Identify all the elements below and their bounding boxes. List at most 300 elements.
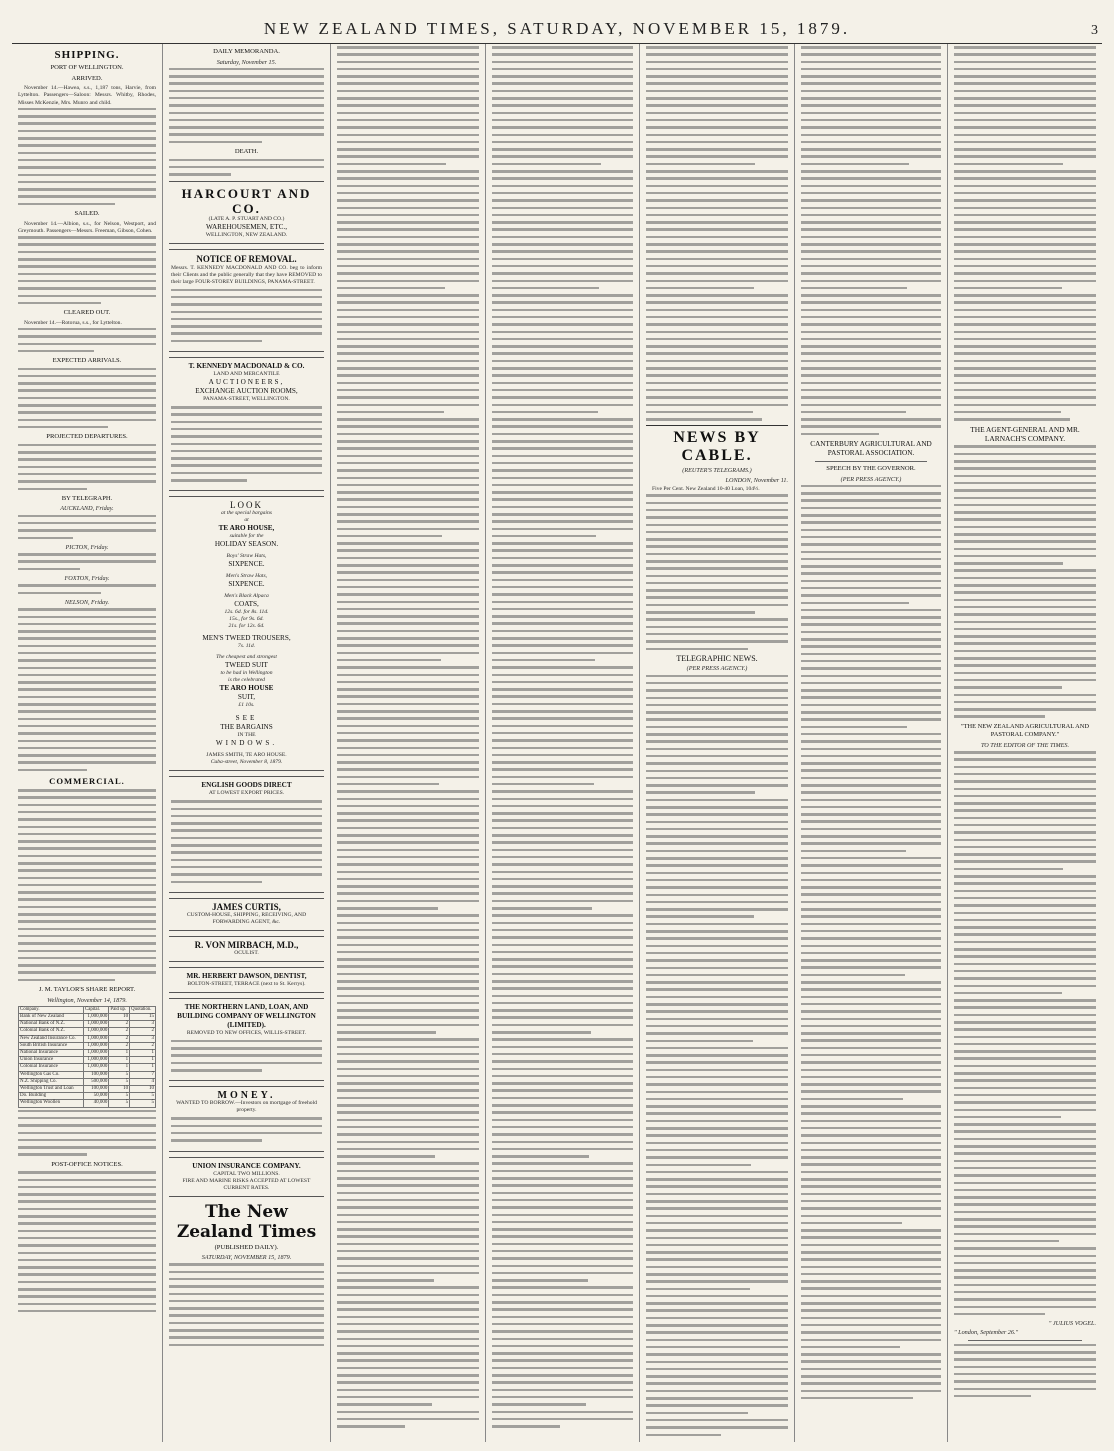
northern-land-title: THE NORTHERN LAND, LOAN, AND BUILDING COMPANY OF WELLINGTON (LIMITED). (177, 1002, 316, 1029)
text-line (954, 1218, 1096, 1221)
macdonald-title: T. KENNEDY MACDONALD & CO. (188, 362, 305, 371)
text-line (492, 280, 633, 283)
text-line (801, 1163, 941, 1166)
text-line (492, 345, 633, 348)
text-line (954, 890, 1096, 893)
text-line (337, 185, 479, 188)
text-line (801, 791, 941, 794)
text-line (801, 952, 941, 955)
filler-text (171, 289, 322, 343)
text-line (954, 1138, 1096, 1141)
union-insurance-ad (169, 1157, 324, 1197)
text-line (801, 1258, 941, 1261)
text-line (492, 61, 633, 64)
text-line (954, 467, 1096, 470)
table-row (19, 1071, 156, 1078)
macdonald-line3: EXCHANGE AUCTION ROOMS, (195, 387, 298, 396)
te-aro-line26: THE BARGAINS (220, 723, 273, 732)
text-line (492, 1060, 633, 1063)
text-line (492, 871, 633, 874)
text-line (492, 104, 633, 107)
text-line (646, 294, 788, 297)
table-cell: 1,000,000 (84, 1014, 109, 1021)
text-line (954, 686, 1062, 689)
text-line (954, 352, 1096, 355)
text-line (492, 177, 633, 180)
text-line (954, 1233, 1096, 1236)
text-line (492, 798, 633, 801)
text-line (646, 1003, 788, 1006)
text-line (954, 331, 1096, 334)
text-line (492, 360, 633, 363)
text-line (646, 879, 788, 882)
text-line (801, 872, 941, 875)
text-line (954, 758, 1096, 761)
telegraph-heading: BY TELEGRAPH. (61, 494, 113, 502)
text-line (954, 163, 1063, 166)
text-line (954, 61, 1096, 64)
text-line (801, 740, 941, 743)
text-line (337, 659, 441, 662)
text-line (337, 301, 479, 304)
table-cell: 1,000,000 (84, 1035, 109, 1042)
dawson-ad (169, 967, 324, 993)
text-line (337, 447, 479, 450)
text-line (337, 579, 479, 582)
text-line (492, 294, 633, 297)
text-line (954, 316, 1096, 319)
text-line (801, 1171, 941, 1174)
text-line (954, 1388, 1096, 1391)
text-line (954, 207, 1096, 210)
columns (12, 44, 1102, 1442)
text-line (337, 97, 479, 100)
text-line (954, 809, 1096, 812)
text-line (646, 61, 788, 64)
text-line (954, 1123, 1096, 1126)
text-line (492, 404, 633, 407)
text-line (646, 1149, 788, 1152)
text-line (337, 469, 479, 472)
text-line (801, 46, 941, 49)
text-line (646, 331, 788, 334)
text-line (337, 411, 444, 414)
text-line (337, 542, 479, 545)
share-table-header (19, 1006, 156, 1013)
text-line (492, 148, 633, 151)
text-line (646, 345, 788, 348)
text-line (954, 170, 1096, 173)
text-line (337, 717, 479, 720)
harcourt-title: HARCOURT AND CO. (181, 185, 312, 216)
text-line (646, 582, 788, 585)
sailed-heading: SAILED. (74, 210, 100, 218)
text-line (646, 689, 788, 692)
text-line (646, 404, 788, 407)
text-line (801, 718, 941, 721)
text-line (801, 367, 941, 370)
table-cell: 2 (109, 1035, 130, 1042)
telegraphic-heading: TELEGRAPHIC NEWS. (676, 653, 758, 663)
column-2 (163, 44, 331, 1442)
filler-text (18, 328, 156, 352)
text-line (492, 513, 633, 516)
text-line (492, 1352, 633, 1355)
text-line (646, 141, 788, 144)
text-line (646, 784, 788, 787)
macdonald-line4: PANAMA-STREET, WELLINGTON. (203, 396, 290, 403)
text-line (954, 272, 1096, 275)
text-line (954, 1079, 1096, 1082)
text-line (801, 514, 941, 517)
text-line (646, 959, 788, 962)
text-line (646, 740, 788, 743)
text-line (646, 126, 788, 129)
text-line (337, 287, 445, 290)
filler-text (18, 444, 156, 490)
text-line (954, 657, 1096, 660)
text-line (954, 540, 1096, 543)
text-line (337, 1411, 479, 1414)
text-line (801, 820, 941, 823)
text-line (492, 1075, 633, 1078)
text-line (646, 207, 788, 210)
text-line (492, 155, 633, 158)
text-line (337, 1104, 479, 1107)
text-line (801, 301, 941, 304)
text-line (492, 411, 598, 414)
telegraphic-sub: (PER PRESS AGENCY.) (686, 665, 748, 673)
text-line (801, 1083, 941, 1086)
text-line (801, 981, 941, 984)
text-line (801, 638, 941, 641)
text-line (801, 185, 941, 188)
text-line (646, 538, 788, 541)
text-line (801, 126, 941, 129)
text-line (337, 973, 479, 976)
text-line (646, 626, 788, 629)
text-line (801, 996, 941, 999)
text-line (492, 250, 633, 253)
sailed-text: November 14.—Albion, s.s., for Nelson, Westport, and Greymouth. Passengers—Messrs. Freeman, Gibson, Cohen. (18, 220, 156, 234)
text-line (954, 831, 1096, 834)
text-line (337, 418, 479, 421)
text-line (801, 879, 941, 882)
text-line (337, 761, 479, 764)
filler-text (18, 584, 156, 594)
text-line (337, 61, 479, 64)
text-line (646, 1346, 788, 1349)
text-line (337, 90, 479, 93)
post-office-heading: POST-OFFICE NOTICES. (51, 1160, 123, 1168)
text-line (801, 272, 941, 275)
table-row (19, 1057, 156, 1064)
table-cell: Colonial Insurance (19, 1064, 84, 1071)
text-line (801, 163, 909, 166)
text-line (492, 768, 633, 771)
text-line (954, 1043, 1096, 1046)
te-aro-line21: is the celebrated (228, 677, 265, 684)
foxton-heading: FOXTON, Friday. (64, 575, 110, 583)
picton-heading: PICTON, Friday. (65, 543, 109, 551)
text-line (801, 1098, 903, 1101)
share-col-quote: Quotation. (130, 1006, 156, 1013)
text-line (492, 914, 633, 917)
text-line (492, 374, 633, 377)
text-line (337, 1024, 479, 1027)
text-line (646, 1105, 788, 1108)
text-line (646, 1127, 788, 1130)
text-line (801, 901, 941, 904)
text-line (801, 243, 941, 246)
text-line (646, 1339, 788, 1342)
text-line (954, 250, 1096, 253)
text-line (337, 243, 479, 246)
text-line (337, 1265, 479, 1268)
text-line (954, 875, 1096, 878)
text-line (492, 652, 633, 655)
text-line (337, 608, 479, 611)
text-line (492, 1381, 633, 1384)
text-line (801, 675, 941, 678)
text-line (954, 97, 1096, 100)
text-line (954, 1014, 1096, 1017)
text-line (801, 492, 941, 495)
text-line (492, 185, 633, 188)
text-line (492, 1126, 633, 1129)
text-line (492, 987, 633, 990)
text-line (492, 265, 633, 268)
text-line (646, 974, 788, 977)
text-line (337, 1162, 479, 1165)
text-line (492, 1024, 633, 1027)
text-line (801, 141, 941, 144)
union-line1: CAPITAL TWO MILLIONS. (213, 1170, 280, 1177)
text-line (801, 1273, 941, 1276)
table-cell: 100,000 (84, 1071, 109, 1078)
text-line (492, 819, 633, 822)
text-line (646, 185, 788, 188)
table-cell: N.Z. Shipping Co. (19, 1078, 84, 1085)
text-line (646, 170, 788, 173)
text-line (646, 243, 788, 246)
text-line (954, 970, 1096, 973)
text-line (954, 1065, 1096, 1068)
text-line (492, 892, 633, 895)
text-line (801, 1142, 941, 1145)
text-line (337, 878, 479, 881)
text-line (954, 155, 1096, 158)
text-line (646, 575, 788, 578)
text-line (801, 1193, 941, 1196)
text-line (801, 660, 941, 663)
text-line (337, 528, 479, 531)
text-line (801, 119, 941, 122)
text-line (954, 606, 1096, 609)
text-line (646, 134, 788, 137)
text-line (337, 987, 479, 990)
text-line (337, 265, 479, 268)
te-aro-line10: SIXPENCE. (228, 580, 265, 589)
text-line (646, 228, 788, 231)
text-line (801, 1054, 941, 1057)
text-line (492, 68, 633, 71)
text-line (954, 1167, 1096, 1170)
text-line (492, 228, 633, 231)
text-line (492, 323, 633, 326)
table-cell: New Zealand Insurance Co. (19, 1035, 84, 1042)
text-line (337, 1199, 479, 1202)
column-5 (640, 44, 795, 1442)
text-line (801, 572, 941, 575)
table-cell: National Insurance (19, 1050, 84, 1057)
text-line (646, 1025, 788, 1028)
text-line (492, 141, 633, 144)
table-row (19, 1100, 156, 1107)
projected-heading: PROJECTED DEPARTURES. (46, 433, 128, 441)
text-line (954, 404, 1096, 407)
text-line (337, 491, 479, 494)
text-line (646, 396, 788, 399)
text-line (801, 959, 941, 962)
text-line (337, 841, 479, 844)
text-line (492, 97, 633, 100)
text-line (337, 1338, 479, 1341)
text-line (954, 504, 1096, 507)
text-line (954, 1174, 1096, 1177)
text-line (337, 433, 479, 436)
te-aro-line13: 12s. 6d. for 8s. 11d. (224, 609, 269, 616)
text-line (954, 497, 1096, 500)
text-line (337, 1214, 479, 1217)
text-line (492, 170, 633, 173)
text-line (492, 622, 633, 625)
text-line (801, 1200, 941, 1203)
text-line (492, 542, 633, 545)
text-line (801, 923, 941, 926)
text-line (337, 1068, 479, 1071)
text-line (954, 489, 1096, 492)
text-line (492, 1396, 633, 1399)
text-line (801, 1309, 941, 1312)
article-text (492, 46, 633, 1428)
text-line (492, 199, 633, 202)
text-line (337, 1111, 479, 1114)
text-line (337, 520, 479, 523)
te-aro-line19: TWEED SUIT (225, 661, 268, 670)
table-row (19, 1028, 156, 1035)
text-line (646, 1229, 788, 1232)
text-line (646, 1412, 748, 1415)
text-line (954, 1182, 1096, 1185)
text-line (801, 1244, 941, 1247)
text-line (337, 1367, 479, 1370)
table-cell: 1 (130, 1050, 156, 1057)
text-line (646, 374, 788, 377)
filler-text (18, 108, 156, 205)
text-line (492, 980, 633, 983)
text-line (492, 1155, 589, 1158)
text-line (801, 265, 941, 268)
news-by-cable-sub: (REUTER'S TELEGRAMS.) (682, 467, 752, 475)
text-line (646, 604, 788, 607)
text-line (801, 309, 941, 312)
text-line (646, 1331, 788, 1334)
text-line (954, 258, 1096, 261)
text-line (801, 1047, 941, 1050)
text-line (954, 1298, 1096, 1301)
text-line (337, 477, 479, 480)
divider (968, 1340, 1082, 1341)
text-line (492, 601, 633, 604)
text-line (492, 272, 633, 275)
text-line (954, 1225, 1096, 1228)
text-line (954, 75, 1096, 78)
text-line (801, 1324, 941, 1327)
text-line (492, 1250, 633, 1253)
table-cell: 1,000,000 (84, 1050, 109, 1057)
text-line (801, 704, 941, 707)
text-line (954, 853, 1096, 856)
text-line (801, 61, 941, 64)
arrived-heading: ARRIVED. (71, 74, 103, 82)
text-line (801, 1397, 913, 1400)
text-line (337, 1133, 479, 1136)
share-table-body (19, 1014, 156, 1108)
text-line (646, 1397, 788, 1400)
text-line (492, 46, 633, 49)
northern-land-ad (169, 998, 324, 1081)
te-aro-line22: TE ARO HOUSE (219, 684, 274, 693)
text-line (646, 1091, 788, 1094)
text-line (337, 112, 479, 115)
text-line (646, 214, 788, 217)
text-line (801, 799, 941, 802)
text-line (492, 674, 633, 677)
text-line (492, 834, 633, 837)
te-aro-ad (169, 496, 324, 771)
text-line (801, 360, 941, 363)
text-line (646, 777, 788, 780)
text-line (492, 1148, 633, 1151)
text-line (954, 1344, 1096, 1347)
text-line (492, 1323, 633, 1326)
text-line (646, 1171, 788, 1174)
text-line (492, 1301, 633, 1304)
text-line (492, 717, 633, 720)
text-line (954, 824, 1096, 827)
harcourt-line2: WAREHOUSEMEN, ETC., (205, 222, 288, 231)
english-goods-title: ENGLISH GOODS DIRECT (201, 781, 292, 790)
text-line (646, 718, 788, 721)
text-line (954, 642, 1096, 645)
table-cell: 1 (130, 1057, 156, 1064)
text-line (646, 996, 788, 999)
table-cell: 1,000,000 (84, 1057, 109, 1064)
commercial-heading: COMMERCIAL. (49, 776, 125, 787)
share-col-company: Company. (19, 1006, 84, 1013)
text-line (801, 1032, 941, 1035)
text-line (337, 199, 479, 202)
text-line (337, 747, 479, 750)
text-line (337, 1250, 479, 1253)
text-line (801, 404, 941, 407)
article-text (954, 445, 1096, 717)
text-line (646, 316, 788, 319)
text-line (337, 995, 479, 998)
text-line (337, 1352, 479, 1355)
article-text (646, 675, 788, 1436)
